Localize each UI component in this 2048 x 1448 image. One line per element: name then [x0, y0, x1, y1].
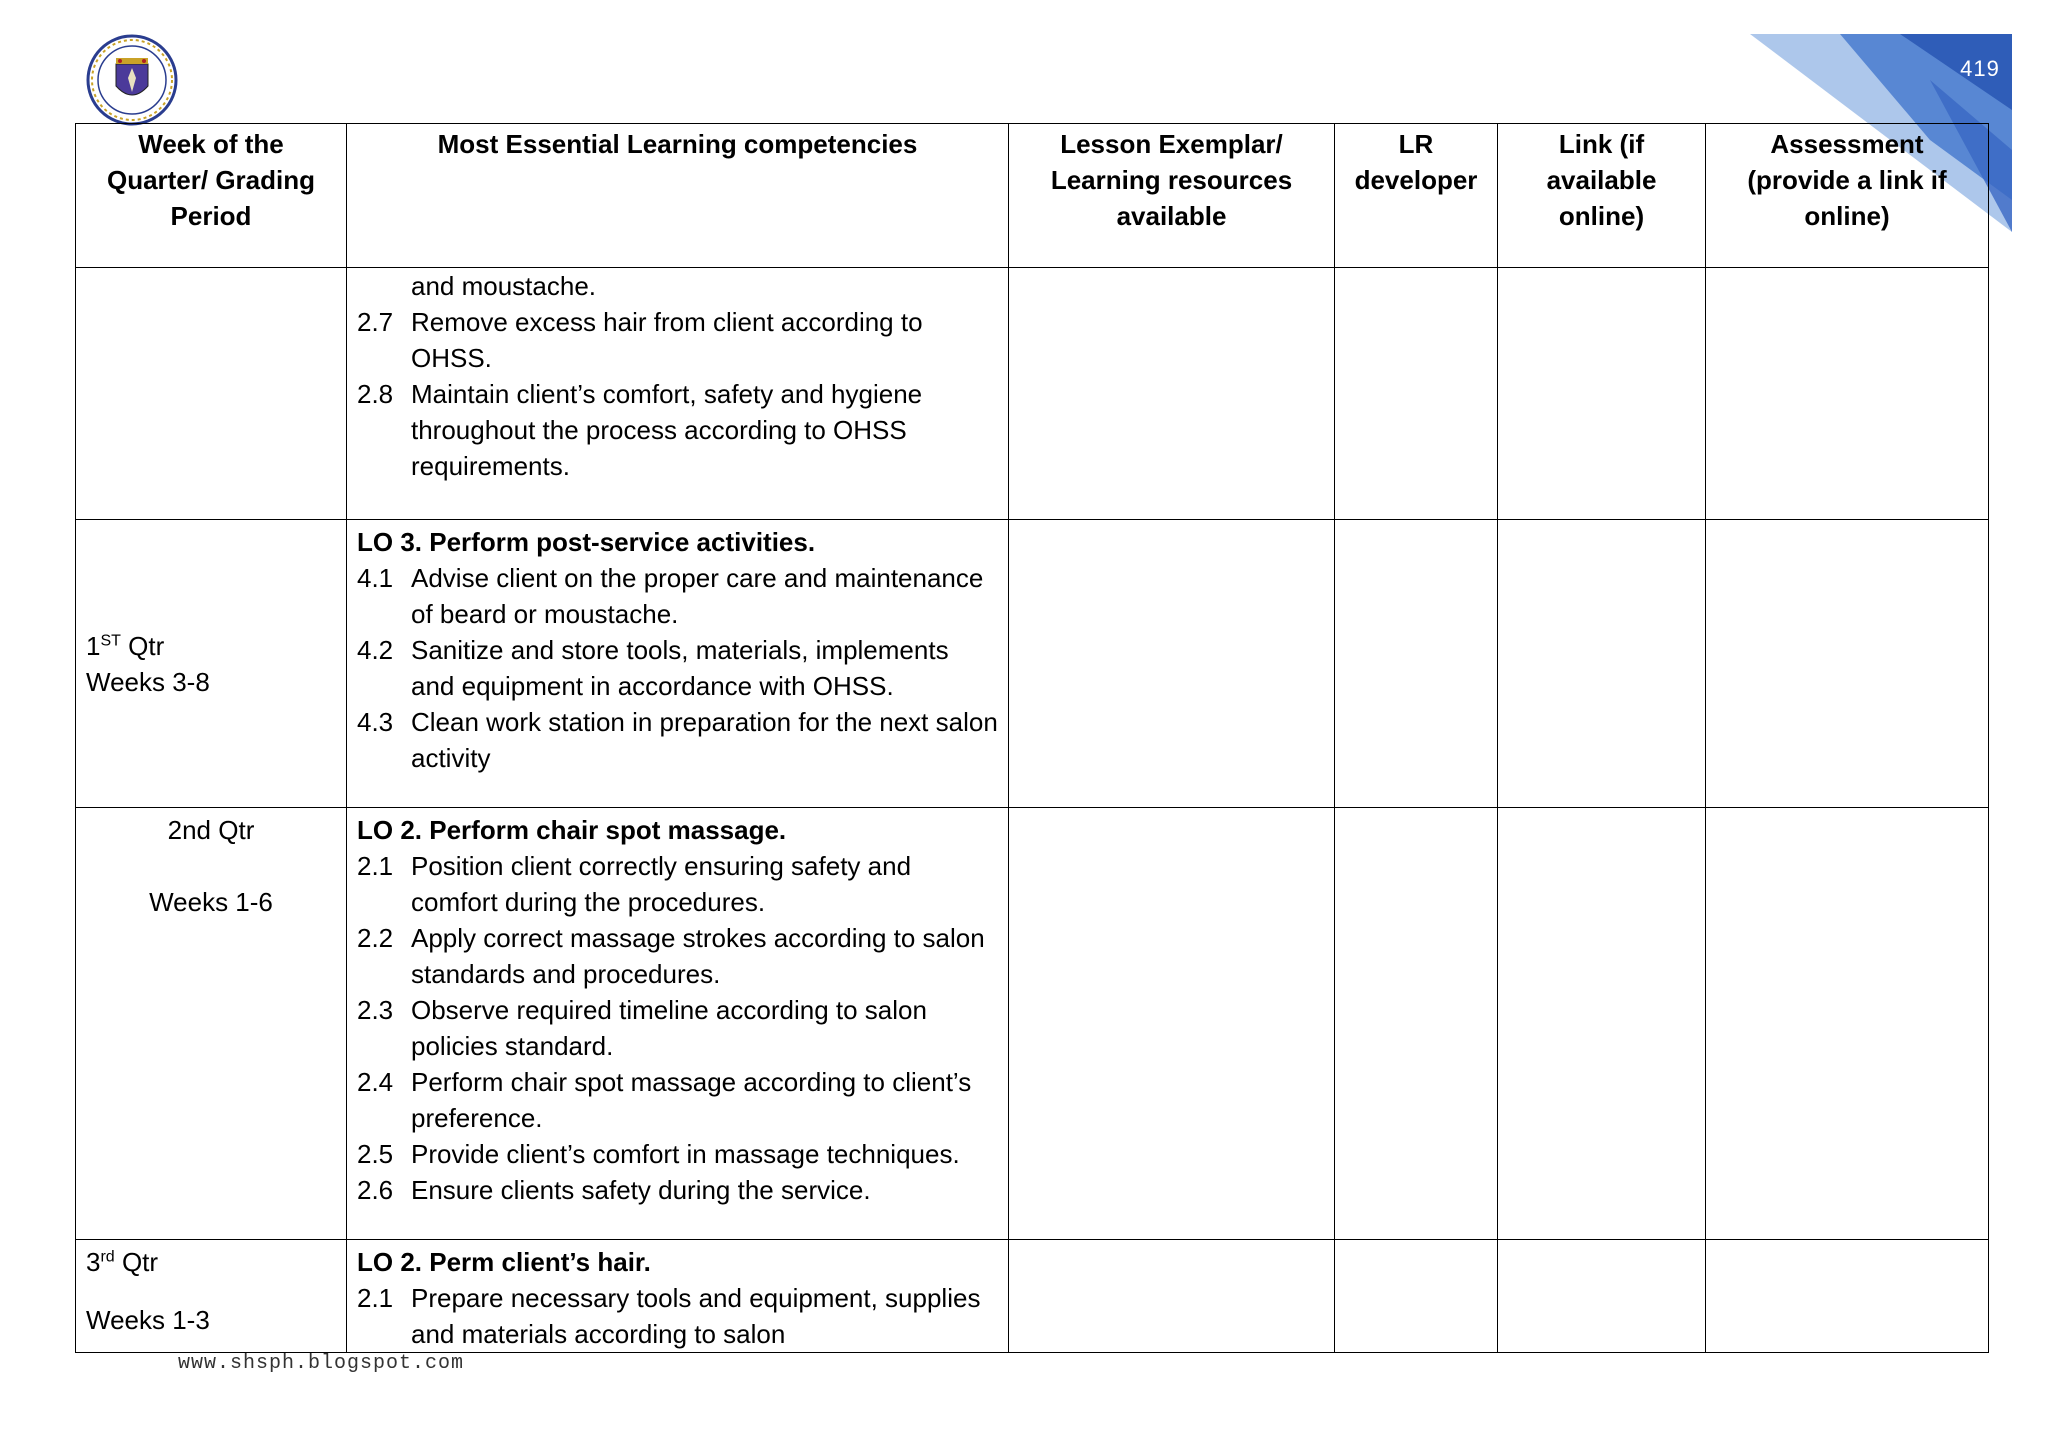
quarter-label: 3rd Qtr: [86, 1247, 159, 1277]
table-header-row: [76, 124, 1989, 268]
table-row: [76, 808, 1989, 1240]
competency-item: 4.1 Advise client on the proper care and maintenance of beard or moustache.: [357, 563, 984, 629]
competency-item: 4.3 Clean work station in preparation for the next salon activity: [357, 707, 998, 773]
competency-item: 2.6 Ensure clients safety during the service.: [357, 1175, 871, 1205]
competencies-cell: [347, 520, 1009, 808]
deped-seal-logo: [86, 34, 178, 126]
weeks-label: Weeks 1-3: [86, 1305, 210, 1335]
competencies-cell: [347, 268, 1009, 520]
lr-developer-cell: [1335, 520, 1498, 808]
learning-outcome-title: LO 3. Perform post-service activities.: [357, 527, 816, 557]
competencies-cell: [347, 808, 1009, 1240]
link-cell: [1498, 1240, 1706, 1353]
assessment-cell: [1706, 808, 1989, 1240]
competency-item: 4.2 Sanitize and store tools, materials, implements and equipment in accordance with OHSS.: [357, 635, 949, 701]
assessment-cell: [1706, 1240, 1989, 1353]
page-number: 419: [1960, 56, 2000, 81]
table-row: [76, 520, 1989, 808]
lesson-exemplar-cell: [1009, 1240, 1335, 1353]
weeks-label: Weeks 1-6: [149, 887, 273, 917]
assessment-cell: [1706, 268, 1989, 520]
week-cell: [76, 268, 347, 520]
melc-table: [75, 123, 1989, 1353]
competencies-cell: [347, 1240, 1009, 1353]
competency-item: 2.1 Prepare necessary tools and equipment, supplies and materials according to salon: [357, 1283, 981, 1349]
assessment-cell: [1706, 520, 1989, 808]
link-cell: [1498, 268, 1706, 520]
header-lesson-exemplar: Lesson Exemplar/ Learning resources available: [1009, 124, 1335, 268]
competency-item: 2.4 Perform chair spot massage according to client’s preference.: [357, 1067, 972, 1133]
competency-item: 2.7 Remove excess hair from client according to OHSS.: [357, 307, 923, 373]
lesson-exemplar-cell: [1009, 808, 1335, 1240]
lr-developer-cell: [1335, 1240, 1498, 1353]
link-cell: [1498, 520, 1706, 808]
continuation-text: and moustache.: [411, 271, 597, 301]
header-assessment: Assessment (provide a link if online): [1706, 124, 1989, 268]
weeks-label: Weeks 3-8: [86, 666, 210, 697]
lesson-exemplar-cell: [1009, 520, 1335, 808]
competency-item: 2.8 Maintain client’s comfort, safety and hygiene throughout the process according to OHSS requirements.: [357, 379, 923, 481]
header-week: Week of the Quarter/ Grading Period: [76, 124, 347, 268]
table-row: [76, 268, 1989, 520]
header-lr-developer: LR developer: [1335, 124, 1498, 268]
competency-item: 2.3 Observe required timeline according to salon policies standard.: [357, 995, 927, 1061]
header-competencies: Most Essential Learning competencies: [347, 124, 1009, 268]
lr-developer-cell: [1335, 268, 1498, 520]
learning-outcome-title: LO 2. Perform chair spot massage.: [357, 815, 787, 845]
week-cell: [76, 808, 347, 1240]
lesson-exemplar-cell: [1009, 268, 1335, 520]
link-cell: [1498, 808, 1706, 1240]
lr-developer-cell: [1335, 808, 1498, 1240]
learning-outcome-title: LO 2. Perm client’s hair.: [357, 1247, 651, 1277]
quarter-label: 2nd Qtr: [167, 815, 255, 845]
footer-url: www.shsph.blogspot.com: [178, 1352, 465, 1375]
header-link: Link (if available online): [1498, 124, 1706, 268]
quarter-label: 1ST Qtr: [86, 630, 165, 661]
competency-item: 2.5 Provide client’s comfort in massage techniques.: [357, 1139, 960, 1169]
competency-item: 2.1 Position client correctly ensuring safety and comfort during the procedures.: [357, 851, 912, 917]
week-cell: [76, 520, 347, 808]
competency-item: 2.2 Apply correct massage strokes according to salon standards and procedures.: [357, 923, 985, 989]
week-cell: [76, 1240, 347, 1353]
table-row: [76, 1240, 1989, 1353]
